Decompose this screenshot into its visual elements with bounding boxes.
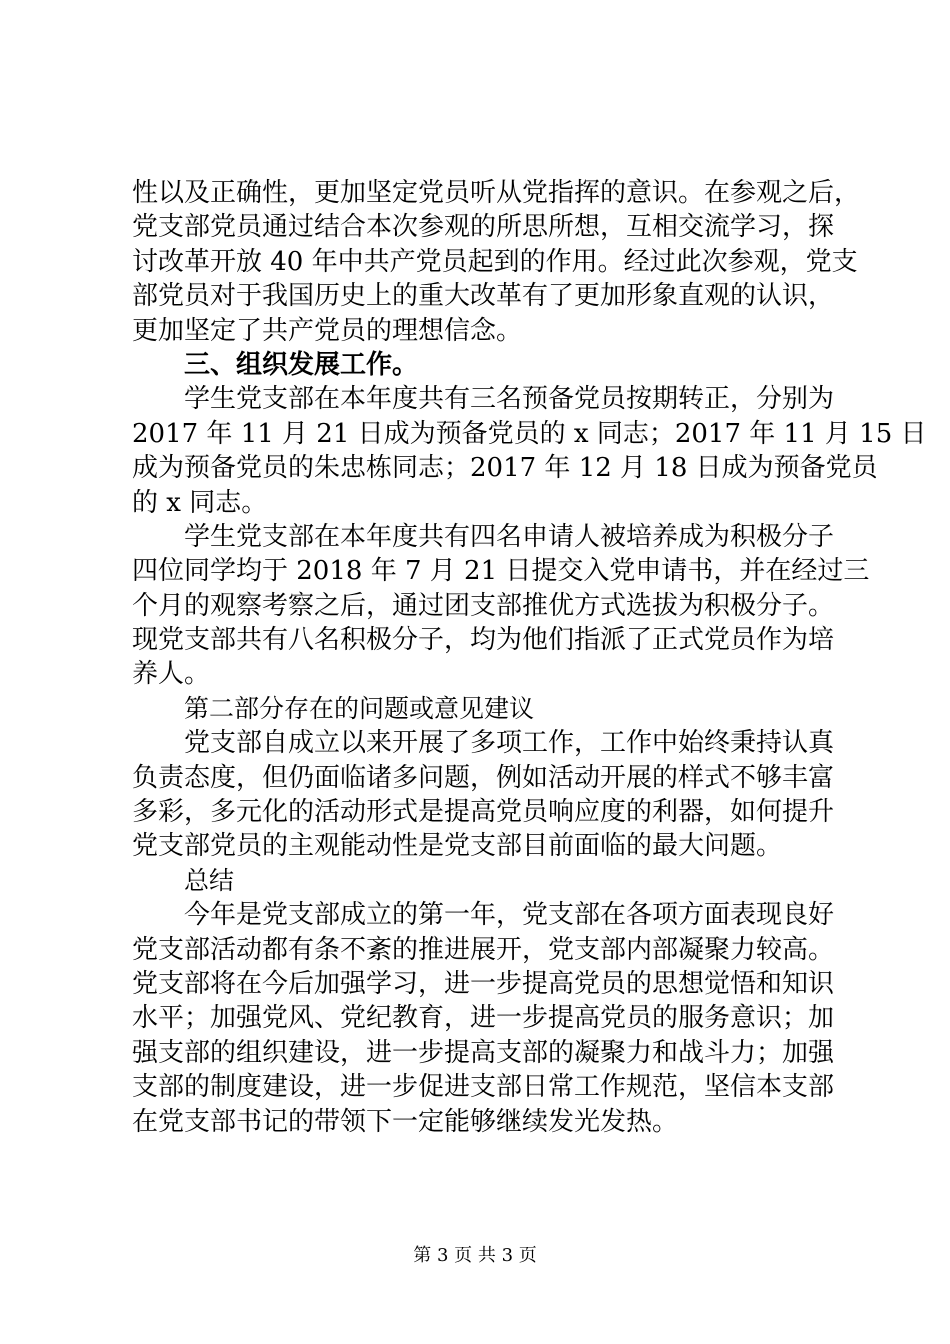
text-line: 党支部活动都有条不紊的推进展开，党支部内部凝聚力较高。: [132, 934, 835, 965]
text-line: 的 x 同志。: [132, 487, 268, 518]
text-line: 成为预备党员的朱忠栋同志；2017 年 12 月 18 日成为预备党员: [132, 453, 878, 484]
text-line: 党支部党员的主观能动性是党支部目前面临的最大问题。: [132, 831, 783, 862]
paragraph-problems: [132, 726, 835, 864]
text-line: 强支部的组织建设，进一步提高支部的凝聚力和战斗力；加强: [132, 1037, 835, 1068]
text-line: 学生党支部在本年度共有四名申请人被培养成为积极分子: [184, 521, 835, 552]
text-line: 个月的观察考察之后，通过团支部推优方式选拔为积极分子。: [132, 590, 835, 621]
text-line: 性以及正确性，更加坚定党员听从党指挥的意识。在参观之后，: [132, 178, 861, 208]
summary-title: 总结: [184, 865, 235, 895]
text-line: 党支部自成立以来开展了多项工作，工作中始终秉持认真: [184, 728, 835, 759]
text-line: 多彩，多元化的活动形式是提高党员响应度的利器，如何提升: [132, 797, 835, 828]
text-line: 党支部将在今后加强学习，进一步提高党员的思想觉悟和知识: [132, 968, 835, 999]
page-footer: 第 3 页 共 3 页: [413, 1245, 537, 1266]
paragraph-visit-summary: [132, 176, 861, 348]
text-line: 讨改革开放 40 年中共产党员起到的作用。经过此次参观，党支: [132, 246, 858, 277]
text-line: 养人。: [132, 659, 211, 690]
document-body: [132, 176, 927, 1139]
text-line: 现党支部共有八名积极分子，均为他们指派了正式党员作为培: [132, 625, 835, 656]
text-line: 四位同学均于 2018 年 7 月 21 日提交入党申请书，并在经过三: [132, 556, 870, 587]
part-two-title: 第二部分存在的问题或意见建议: [184, 693, 535, 723]
text-line: 党支部党员通过结合本次参观的所思所想，互相交流学习，探: [132, 212, 835, 243]
paragraph-member-conversion: [132, 382, 927, 520]
text-line: 在党支部书记的带领下一定能够继续发光发热。: [132, 1106, 679, 1137]
text-line: 负责态度，但仍面临诸多问题，例如活动开展的样式不够丰富: [132, 762, 835, 793]
text-line: 学生党支部在本年度共有三名预备党员按期转正，分别为: [184, 384, 835, 415]
paragraph-activists: [132, 520, 870, 692]
section-heading: 三、组织发展工作。: [184, 349, 419, 380]
text-line: 支部的制度建设，进一步促进支部日常工作规范，坚信本支部: [132, 1072, 835, 1103]
text-line: 今年是党支部成立的第一年，党支部在各项方面表现良好: [184, 900, 835, 931]
text-line: 部党员对于我国历史上的重大改革有了更加形象直观的认识，: [132, 281, 835, 312]
text-line: 更加坚定了共产党员的理想信念。: [132, 315, 523, 346]
paragraph-summary: [132, 898, 835, 1139]
text-line: 2017 年 11 月 21 日成为预备党员的 x 同志；2017 年 11 月 15 日: [132, 418, 927, 449]
text-line: 水平；加强党风、党纪教育，进一步提高党员的服务意识；加: [132, 1003, 835, 1034]
